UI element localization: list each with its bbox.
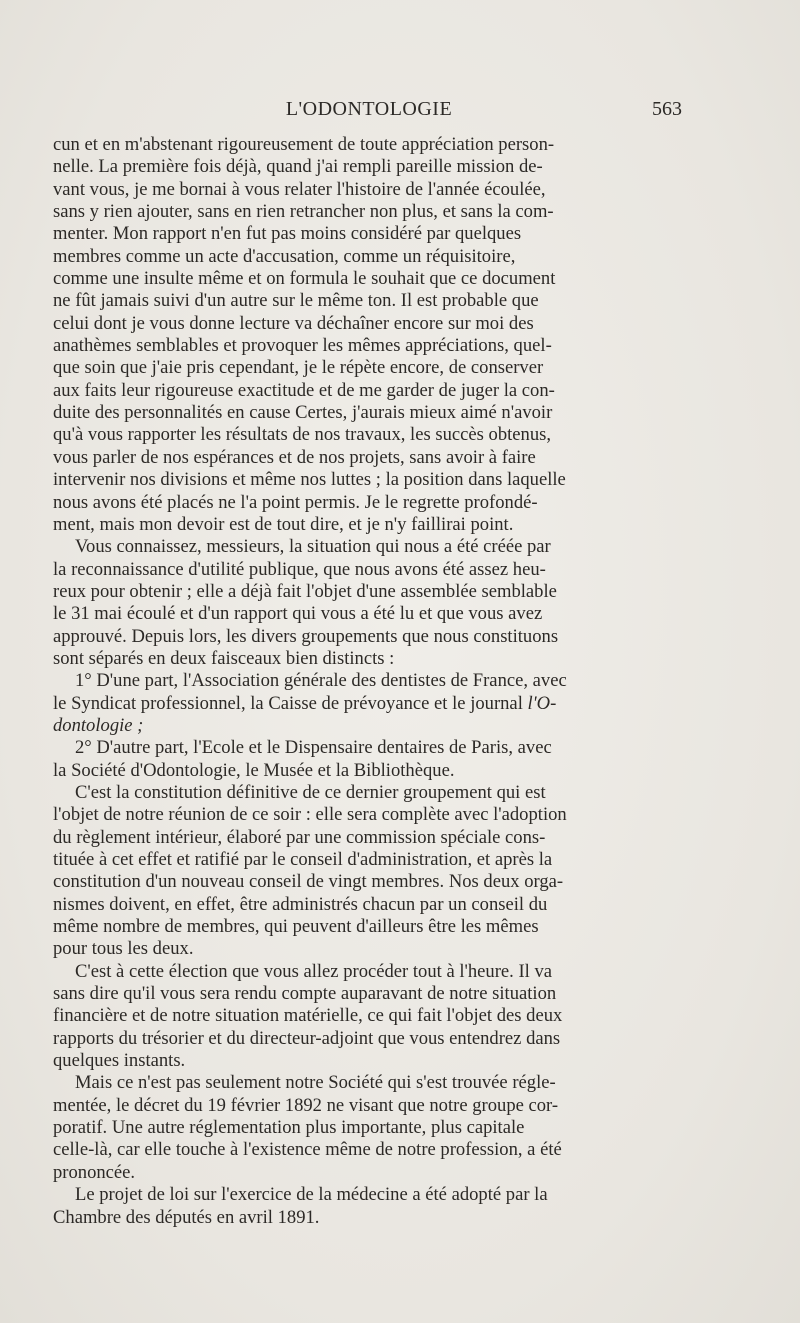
running-title: L'ODONTOLOGIE [285,98,453,120]
paragraph-constitution: C'est la constitution définitive de ce dernier groupement qui est l'objet de notre réunion de ce soir : elle sera complète avec l'adoption du règlement intérieur, élaboré par une commission spéciale cons- tituée à cet effet et ratifié par le conseil d'administration, et après la constitution d'un nouveau conseil de vingt membres. Nos deux orga- nismes doivent, en effet, être administrés chacun par un conseil du même nombre de membres, qui peuvent d'ailleurs être les mêmes pour tous les deux. [53,781,567,960]
page-number: 563 [652,98,682,120]
paragraph-regulation: Mais ce n'est pas seulement notre Société qui s'est trouvée régle- mentée, le décret du 19 février 1892 ne visant que notre groupe cor- poratif. Une autre réglementation plus importante, plus capitale celle-là, car elle touche à l'existence même de notre profession, a été prononcée. [53,1072,562,1183]
paragraph-continuation: cun et en m'abstenant rigoureusement de toute appréciation person- nelle. La première fois déjà, quand j'ai rempli pareille mission de- vant vous, je me bornai à vous relater l'histoire de l'année écoulée, sans y rien ajouter, sans en rien retrancher non plus, et sans la com- menter. Mon rapport n'en fut pas moins considéré par quelques membres comme un acte d'accusation, comme un réquisitoire, comme une insulte même et on formula le souhait que ce document ne fût jamais suivi d'un autre sur le même ton. Il est probable que celui dont je vous donne lecture va déchaîner encore sur moi des anathèmes semblables et provoquer les mêmes appréciations, quel- que soin que j'aie pris cependant, je le répète encore, de conserver aux faits leur rigoureuse exactitude et de me garder de juger la con- duite des personnalités en cause Certes, j'aurais mieux aimé n'avoir qu'à vous rapporter les résultats de nos travaux, les succès obtenus, vous parler de nos espérances et de nos projets, sans avoir à faire intervenir nos divisions et même nos luttes ; la position dans laquelle nous avons été placés ne l'a point permis. Je le regrette profondé- ment, mais mon devoir est de tout dire, et je n'y faillirai point. [53,134,566,535]
first-group-text: 1° D'une part, l'Association générale des dentistes de France, avec le Syndicat professionnel, la Caisse de prévoyance et le journal [53,670,567,714]
paragraph-law-project: Le projet de loi sur l'exercice de la médecine a été adopté par la Chambre des députés en avril 1891. [53,1184,548,1228]
paragraph-first-group [53,670,667,737]
page-header [56,98,682,126]
paragraph-second-group: 2° D'autre part, l'Ecole et le Dispensaire dentaires de Paris, avec la Société d'Odontologie, le Musée et la Bibliothèque. [53,737,552,781]
paragraph-election: C'est à cette élection que vous allez procéder tout à l'heure. Il va sans dire qu'il vous sera rendu compte auparavant de notre situation financière et de notre situation matérielle, ce qui fait l'objet des deux rapports du trésorier et du directeur-adjoint que vous entendrez dans quelques instants. [53,960,563,1072]
journal-title: l'O- dontologie ; [53,692,557,736]
body-text [53,134,667,1229]
paragraph-situation: Vous connaissez, messieurs, la situation qui nous a été créée par la reconnaissance d'utilité publique, que nous avons été assez heu- reux pour obtenir ; elle a déjà fait l'objet d'une assemblée semblable le 31 mai écoulé et d'un rapport qui vous a été lu et que vous avez approuvé. Depuis lors, les divers groupements que nous constituons sont séparés en deux faisceaux bien distincts : [53,536,559,669]
